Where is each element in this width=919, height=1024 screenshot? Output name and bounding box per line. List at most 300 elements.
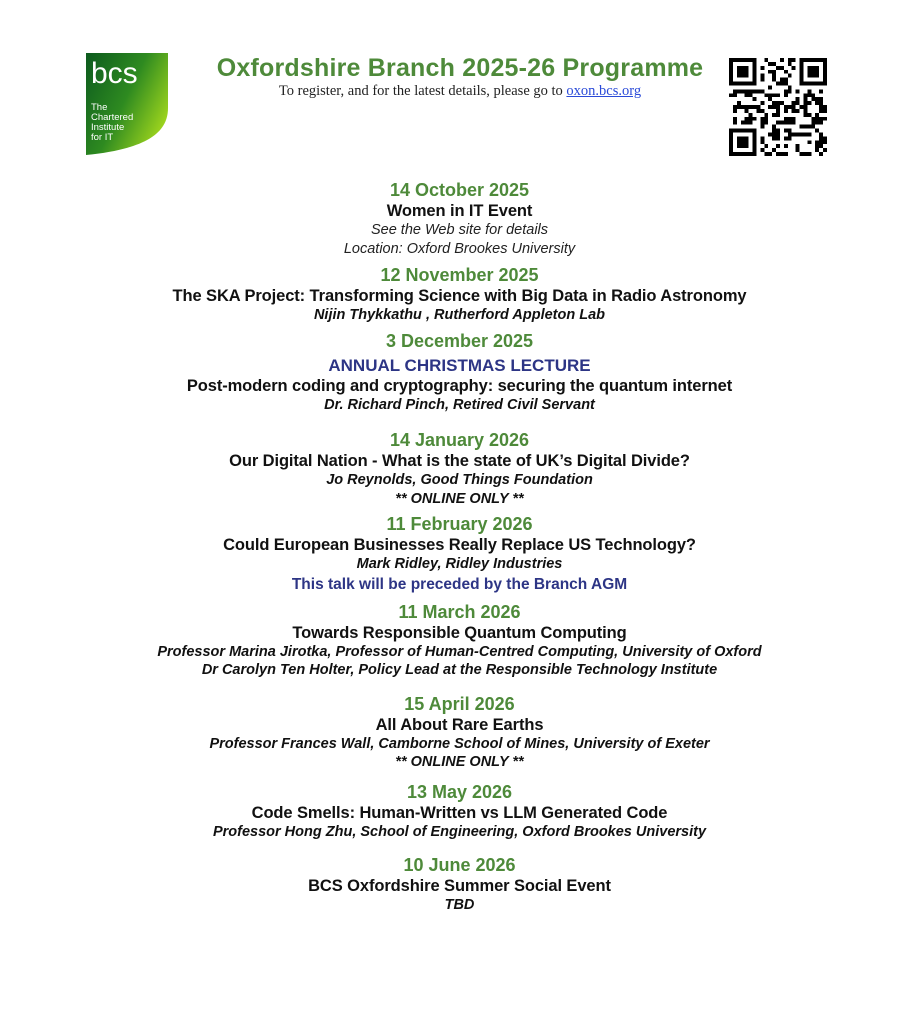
qr-module: [772, 62, 776, 66]
qr-module: [768, 132, 772, 136]
qr-module: [753, 82, 757, 86]
qr-module: [800, 70, 804, 74]
page-header: [200, 54, 720, 100]
qr-module: [796, 97, 800, 101]
qr-module: [729, 152, 733, 156]
qr-module: [823, 62, 827, 66]
qr-module: [760, 148, 764, 152]
qr-module: [776, 93, 780, 97]
qr-module: [760, 74, 764, 78]
qr-module: [745, 58, 749, 62]
qr-module: [788, 105, 792, 109]
qr-module: [819, 132, 823, 136]
qr-module: [768, 85, 772, 89]
event-headline: ANNUAL CHRISTMAS LECTURE: [328, 355, 591, 375]
qr-module: [784, 70, 788, 74]
qr-module: [753, 70, 757, 74]
qr-module: [796, 101, 800, 105]
qr-module: [753, 136, 757, 140]
qr-module: [745, 144, 749, 148]
qr-module: [760, 101, 764, 105]
event-date: 13 May 2026: [406, 781, 513, 802]
qr-module: [741, 89, 745, 93]
qr-module: [819, 58, 823, 62]
qr-module: [760, 140, 764, 144]
logo-tagline-line: for IT: [91, 132, 114, 143]
qr-module: [788, 129, 792, 133]
qr-module: [760, 89, 764, 93]
qr-module: [819, 152, 823, 156]
qr-module: [749, 129, 753, 133]
qr-module: [749, 121, 753, 125]
event-online-only: ** ONLINE ONLY **: [395, 754, 524, 770]
qr-module: [733, 121, 737, 125]
event-date: 14 October 2025: [389, 180, 530, 200]
qr-module: [803, 152, 807, 156]
qr-module: [815, 121, 819, 125]
qr-module: [760, 78, 764, 82]
qr-module: [733, 129, 737, 133]
qr-code-icon: [729, 58, 827, 156]
qr-module: [764, 58, 768, 62]
qr-module: [733, 109, 737, 113]
event-title: All About Rare Earths: [375, 715, 544, 734]
register-link[interactable]: oxon.bcs.org: [566, 83, 642, 99]
qr-module: [764, 152, 768, 156]
qr-module: [745, 152, 749, 156]
qr-module: [803, 125, 807, 129]
qr-module: [749, 82, 753, 86]
qr-module: [729, 132, 733, 136]
qr-module: [741, 140, 745, 144]
qr-module: [753, 89, 757, 93]
qr-module: [729, 74, 733, 78]
qr-module: [745, 82, 749, 86]
qr-module: [807, 125, 811, 129]
bcs-logo: [86, 53, 168, 155]
qr-module: [776, 105, 780, 109]
qr-module: [811, 70, 815, 74]
event-date: 3 December 2025: [385, 330, 534, 351]
qr-module: [792, 105, 796, 109]
qr-module: [753, 129, 757, 133]
qr-module: [803, 97, 807, 101]
qr-module: [788, 121, 792, 125]
qr-module: [772, 148, 776, 152]
qr-module: [745, 105, 749, 109]
qr-module: [729, 66, 733, 70]
qr-module: [733, 105, 737, 109]
qr-module: [745, 109, 749, 113]
qr-module: [792, 109, 796, 113]
qr-module: [749, 89, 753, 93]
event-date: 10 June 2026: [403, 855, 516, 875]
qr-module: [753, 62, 757, 66]
event-title: Post-modern coding and cryptography: securing the quantum internet: [186, 376, 733, 395]
qr-module: [753, 105, 757, 109]
qr-module: [823, 140, 827, 144]
event-title: Women in IT Event: [386, 202, 533, 220]
qr-module: [737, 144, 741, 148]
event-note: This talk will be preceded by the Branch AGM: [291, 575, 628, 593]
event-date: 11 February 2026: [386, 514, 533, 534]
qr-module: [760, 117, 764, 121]
qr-module: [815, 117, 819, 121]
event-item: [40, 265, 879, 325]
qr-module: [753, 78, 757, 82]
qr-module: [784, 89, 788, 93]
qr-module: [741, 82, 745, 86]
qr-module: [811, 117, 815, 121]
qr-module: [745, 89, 749, 93]
qr-module: [772, 101, 776, 105]
event-date: 12 November 2025: [380, 265, 539, 285]
qr-module: [811, 121, 815, 125]
qr-module: [772, 113, 776, 117]
qr-module: [772, 93, 776, 97]
qr-module: [788, 132, 792, 136]
qr-module: [772, 132, 776, 136]
qr-module: [784, 109, 788, 113]
qr-module: [753, 144, 757, 148]
qr-module: [749, 105, 753, 109]
qr-module: [733, 58, 737, 62]
event-speaker: Professor Hong Zhu, School of Engineering, Oxford Brookes University: [212, 823, 707, 840]
qr-module: [815, 82, 819, 86]
qr-module: [760, 125, 764, 129]
qr-module: [796, 109, 800, 113]
qr-module: [811, 82, 815, 86]
qr-module: [729, 148, 733, 152]
qr-module: [815, 113, 819, 117]
logo-tagline-line: Chartered: [91, 112, 134, 123]
qr-module: [737, 136, 741, 140]
page-title: Oxfordshire Branch 2025-26 Programme: [216, 54, 704, 82]
qr-module: [756, 105, 760, 109]
qr-module: [753, 97, 757, 101]
event-title: Towards Responsible Quantum Computing: [292, 623, 627, 642]
qr-module: [800, 58, 804, 62]
event-speaker: Dr Carolyn Ten Holter, Policy Lead at the Responsible Technology Institute: [201, 662, 718, 678]
qr-module: [807, 89, 811, 93]
qr-module: [803, 113, 807, 117]
qr-module: [788, 85, 792, 89]
event-item: [40, 331, 879, 415]
qr-module: [760, 66, 764, 70]
qr-module: [733, 82, 737, 86]
event-speaker: TBD: [444, 897, 475, 913]
event-item: [40, 782, 879, 842]
qr-module: [800, 78, 804, 82]
qr-module: [819, 105, 823, 109]
qr-module: [741, 58, 745, 62]
qr-module: [776, 136, 780, 140]
qr-module: [807, 132, 811, 136]
qr-module: [811, 66, 815, 70]
qr-module: [792, 132, 796, 136]
qr-module: [792, 101, 796, 105]
qr-module: [819, 117, 823, 121]
qr-module: [815, 101, 819, 105]
qr-module: [784, 105, 788, 109]
qr-module: [780, 152, 784, 156]
qr-module: [772, 129, 776, 133]
qr-module: [768, 105, 772, 109]
qr-module: [815, 140, 819, 144]
event-item: [40, 430, 879, 508]
qr-module: [737, 140, 741, 144]
event-detail: See the Web site for details: [370, 222, 549, 238]
logo-mark: bcs: [91, 57, 138, 90]
qr-module: [772, 74, 776, 78]
qr-module: [776, 109, 780, 113]
qr-module: [819, 101, 823, 105]
qr-module: [741, 70, 745, 74]
qr-module: [729, 136, 733, 140]
event-title: Could European Businesses Really Replace US Technology?: [223, 536, 696, 554]
qr-module: [815, 144, 819, 148]
event-speaker: Jo Reynolds, Good Things Foundation: [326, 472, 593, 488]
qr-module: [772, 136, 776, 140]
qr-module: [788, 58, 792, 62]
qr-module: [776, 66, 780, 70]
qr-module: [815, 148, 819, 152]
qr-module: [784, 129, 788, 133]
qr-module: [807, 74, 811, 78]
qr-module: [741, 66, 745, 70]
qr-module: [764, 113, 768, 117]
qr-module: [741, 105, 745, 109]
qr-module: [807, 58, 811, 62]
qr-module: [780, 101, 784, 105]
event-title: The SKA Project: Transforming Science with Big Data in Radio Astronomy: [172, 287, 747, 305]
qr-module: [745, 70, 749, 74]
qr-module: [780, 66, 784, 70]
qr-module: [803, 101, 807, 105]
qr-module: [737, 70, 741, 74]
qr-module: [823, 82, 827, 86]
qr-module: [823, 58, 827, 62]
qr-module: [772, 78, 776, 82]
qr-module: [737, 74, 741, 78]
qr-module: [780, 121, 784, 125]
qr-module: [800, 82, 804, 86]
qr-module: [800, 74, 804, 78]
qr-module: [784, 82, 788, 86]
qr-module: [764, 121, 768, 125]
qr-module: [753, 132, 757, 136]
qr-module: [800, 66, 804, 70]
qr-module: [811, 74, 815, 78]
qr-module: [753, 152, 757, 156]
qr-module: [737, 58, 741, 62]
qr-module: [803, 82, 807, 86]
qr-module: [729, 129, 733, 133]
qr-module: [823, 78, 827, 82]
qr-module: [776, 132, 780, 136]
qr-module: [737, 82, 741, 86]
qr-module: [760, 109, 764, 113]
qr-module: [729, 144, 733, 148]
qr-module: [749, 117, 753, 121]
qr-module: [807, 66, 811, 70]
qr-module: [803, 109, 807, 113]
qr-module: [784, 136, 788, 140]
qr-module: [729, 82, 733, 86]
qr-module: [745, 117, 749, 121]
qr-module: [741, 121, 745, 125]
event-location: Location: Oxford Brookes University: [343, 241, 576, 257]
qr-module: [729, 78, 733, 82]
qr-module: [729, 62, 733, 66]
qr-module: [772, 70, 776, 74]
qr-module: [803, 58, 807, 62]
qr-module: [729, 70, 733, 74]
qr-module: [807, 152, 811, 156]
qr-module: [745, 93, 749, 97]
qr-module: [741, 152, 745, 156]
qr-module: [776, 82, 780, 86]
event-speaker: Dr. Richard Pinch, Retired Civil Servant: [324, 396, 595, 413]
qr-module: [819, 109, 823, 113]
qr-module: [749, 152, 753, 156]
qr-module: [803, 93, 807, 97]
qr-module: [815, 70, 819, 74]
qr-module: [729, 140, 733, 144]
qr-module: [745, 66, 749, 70]
qr-module: [811, 58, 815, 62]
qr-module: [819, 89, 823, 93]
qr-module: [776, 129, 780, 133]
qr-module: [745, 129, 749, 133]
qr-module: [756, 109, 760, 113]
qr-module: [800, 132, 804, 136]
qr-module: [776, 121, 780, 125]
qr-module: [749, 93, 753, 97]
qr-module: [760, 136, 764, 140]
qr-module: [784, 78, 788, 82]
qr-module: [764, 117, 768, 121]
event-date: 14 January 2026: [389, 430, 530, 450]
register-text: To register, and for the latest details, please go to: [278, 83, 567, 99]
qr-module: [745, 136, 749, 140]
qr-module: [745, 121, 749, 125]
qr-module: [737, 105, 741, 109]
event-item: [40, 855, 879, 915]
qr-module: [819, 97, 823, 101]
qr-module: [729, 93, 733, 97]
qr-module: [800, 125, 804, 129]
qr-module: [745, 140, 749, 144]
qr-module: [756, 89, 760, 93]
qr-module: [753, 117, 757, 121]
qr-module: [749, 58, 753, 62]
event-item: [40, 514, 879, 596]
qr-module: [760, 121, 764, 125]
bcs-logo-shield: [86, 53, 168, 155]
qr-module: [776, 101, 780, 105]
qr-module: [784, 117, 788, 121]
event-speaker: Nijin Thykkathu , Rutherford Appleton Lab: [313, 307, 606, 323]
qr-module: [788, 62, 792, 66]
qr-module: [819, 144, 823, 148]
qr-module: [823, 74, 827, 78]
qr-module: [729, 58, 733, 62]
qr-module: [788, 117, 792, 121]
qr-code-graphic: [729, 58, 827, 156]
qr-module: [796, 144, 800, 148]
qr-module: [784, 144, 788, 148]
event-item: [40, 694, 879, 772]
qr-module: [807, 70, 811, 74]
qr-module: [733, 93, 737, 97]
qr-module: [741, 74, 745, 78]
qr-module: [753, 74, 757, 78]
qr-module: [811, 93, 815, 97]
qr-module: [741, 144, 745, 148]
qr-module: [807, 140, 811, 144]
event-speaker: Professor Frances Wall, Camborne School of Mines, University of Exeter: [209, 735, 710, 752]
qr-module: [807, 82, 811, 86]
qr-module: [815, 97, 819, 101]
qr-module: [737, 152, 741, 156]
qr-module: [788, 89, 792, 93]
qr-module: [741, 136, 745, 140]
qr-module: [815, 66, 819, 70]
qr-module: [784, 152, 788, 156]
qr-module: [800, 152, 804, 156]
qr-module: [807, 113, 811, 117]
qr-module: [803, 105, 807, 109]
qr-module: [749, 113, 753, 117]
qr-module: [823, 66, 827, 70]
qr-module: [741, 129, 745, 133]
qr-module: [800, 62, 804, 66]
logo-tagline-line: Institute: [91, 122, 125, 133]
qr-module: [784, 121, 788, 125]
qr-module: [811, 125, 815, 129]
qr-module: [788, 74, 792, 78]
qr-module: [823, 148, 827, 152]
qr-module: [772, 105, 776, 109]
qr-module: [737, 66, 741, 70]
qr-module: [819, 140, 823, 144]
qr-module: [819, 82, 823, 86]
qr-module: [819, 136, 823, 140]
qr-module: [776, 144, 780, 148]
qr-module: [792, 66, 796, 70]
qr-module: [768, 62, 772, 66]
qr-module: [815, 58, 819, 62]
qr-module: [780, 58, 784, 62]
qr-module: [768, 70, 772, 74]
qr-module: [823, 109, 827, 113]
logo-tagline-line: The: [91, 102, 108, 113]
register-line: [200, 82, 720, 100]
qr-module: [733, 89, 737, 93]
qr-module: [768, 97, 772, 101]
qr-module: [796, 132, 800, 136]
event-online-only: ** ONLINE ONLY **: [395, 490, 524, 507]
event-date: 15 April 2026: [404, 693, 515, 714]
qr-module: [733, 152, 737, 156]
qr-module: [753, 58, 757, 62]
qr-module: [733, 117, 737, 121]
qr-module: [780, 78, 784, 82]
event-speaker: Professor Marina Jirotka, Professor of Human-Centred Computing, University of Oxford: [157, 643, 762, 660]
qr-module: [784, 93, 788, 97]
event-title: Our Digital Nation - What is the state of UK’s Digital Divide?: [229, 452, 690, 470]
